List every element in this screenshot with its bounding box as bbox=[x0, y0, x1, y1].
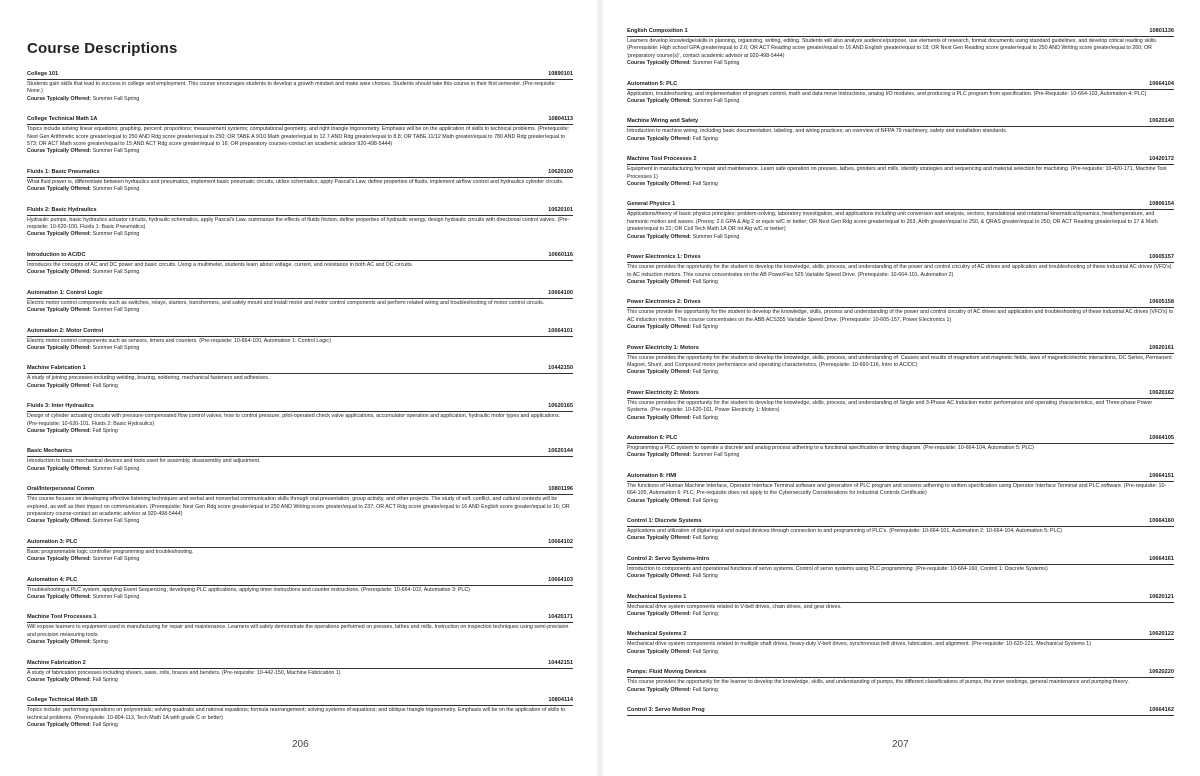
offered-label: Course Typically Offered: bbox=[27, 231, 92, 238]
course-description: Electric motor control components such as switches, relays, starters, transformers, and safely mount and install motor and motor control components and perform related wiring and troubleshooting of motor control circuits. bbox=[27, 299, 545, 306]
course-entry bbox=[627, 707, 1174, 716]
course-header bbox=[27, 697, 573, 706]
course-description: Students gain skills that lead to success in college and employment. This course encourages students to develop a growth mindset and make wise choices. Students should take this course in their first semester. (Pre-requisite: None.) bbox=[27, 81, 556, 95]
offered-terms: Fall Spring bbox=[692, 535, 718, 542]
course-code: 10801136 bbox=[1149, 28, 1174, 34]
course-description: This course provides the opportunity for the student to develop the knowledge, skills, process, and understanding of Single and 3-Phase AC Induction motor performance and operating characteristics, and Three-phase Power Systems. (Pre-requisite: 10-620-161, Power Electricity 1: Motors) bbox=[627, 399, 1153, 414]
course-name: Fluids 3: Inter Hydraulics bbox=[27, 403, 94, 410]
course-offered-line bbox=[27, 556, 573, 563]
offered-label: Course Typically Offered: bbox=[27, 518, 92, 525]
course-name: Automation 4: PLC bbox=[27, 576, 78, 583]
course-entry bbox=[627, 81, 1174, 106]
course-description: Mechanical drive system components related to multiple shaft drives, heavy-duty V-belt drives, synchronous belt drives, lubrication, and alignment. (Pre-requisite: 10-620-121, Mechanical Systems 1) bbox=[627, 641, 1091, 648]
offered-terms: Summer Fall Spring bbox=[692, 452, 740, 459]
course-header bbox=[627, 201, 1174, 210]
course-offered-line bbox=[27, 269, 573, 276]
offered-label: Course Typically Offered: bbox=[627, 535, 692, 542]
course-header bbox=[627, 518, 1174, 527]
course-header bbox=[627, 156, 1174, 165]
course-code: 10804114 bbox=[548, 697, 573, 704]
offered-terms: Fall Spring bbox=[692, 497, 718, 504]
offered-terms: Fall Spring bbox=[92, 427, 118, 434]
course-entry bbox=[27, 403, 573, 435]
course-name: General Physics 1 bbox=[627, 201, 676, 208]
course-offered-line bbox=[627, 324, 1174, 331]
course-header bbox=[27, 660, 573, 669]
offered-label: Course Typically Offered: bbox=[627, 611, 692, 618]
course-header bbox=[27, 71, 573, 80]
course-code: 10420171 bbox=[548, 614, 573, 621]
course-code: 10605158 bbox=[1149, 299, 1174, 306]
course-description: This course provides the opportunity for the student to develop the knowledge, skills, process, and understanding of the power and control circuitry of AC drives and application and troubleshooting of these industrial AC drives (VFD's) to AC induction motors. This course concentrates on the AB PowerFlex 525 Variable Speed Drive. (Prerequisite: 10-664-101, Automation 2) bbox=[627, 264, 1172, 278]
course-name: Machine Tool Processes 2 bbox=[627, 156, 697, 163]
course-code: 10620140 bbox=[1149, 118, 1174, 125]
course-description: This course provides the opportunity for the student to develop the knowledge, skills, process, and understanding of: Causes and results of magnetism and magnetic fields, laws of magnetic/electric interactions, DC Series, Permanent Magnet, Shunt, and Compound motor performance and operating characteristics. (Prerequisite: 10-660-116, Intro to AC/DC) bbox=[627, 354, 1172, 368]
course-code: 10620165 bbox=[548, 403, 573, 410]
course-description: A study of joining processes including welding, brazing, soldering, mechanical fasteners and adhesives. bbox=[27, 375, 270, 382]
offered-label: Course Typically Offered: bbox=[627, 648, 692, 655]
course-offered-line bbox=[27, 428, 573, 435]
offered-label: Course Typically Offered: bbox=[627, 452, 692, 459]
offered-label: Course Typically Offered: bbox=[627, 414, 692, 421]
course-description: What fluid power is, differentiate between hydraulics and pneumatics, implement basic pneumatic circuits, utilize schematics, apply Pascal's Law, define properties of fluids, implement airflow control and hydraulics cylinder circuits. bbox=[27, 178, 564, 185]
offered-terms: Fall Spring bbox=[692, 648, 718, 655]
course-code: 10442151 bbox=[548, 659, 573, 666]
course-header bbox=[627, 299, 1174, 308]
course-header bbox=[627, 390, 1174, 399]
page-number-left: 206 bbox=[292, 739, 309, 750]
offered-label: Course Typically Offered: bbox=[27, 186, 92, 193]
course-offered-line bbox=[627, 452, 1174, 459]
course-offered-line bbox=[27, 186, 573, 193]
course-offered-line bbox=[27, 518, 573, 525]
course-entry bbox=[627, 156, 1174, 188]
course-header bbox=[627, 435, 1174, 444]
course-name: Automation 3: PLC bbox=[27, 538, 78, 545]
course-code: 10605157 bbox=[1149, 254, 1174, 261]
course-entry bbox=[627, 201, 1174, 241]
course-name: College 101 bbox=[27, 71, 59, 77]
offered-label: Course Typically Offered: bbox=[627, 60, 692, 67]
course-offered-line bbox=[627, 234, 1174, 241]
course-code: 10664103 bbox=[548, 576, 573, 583]
offered-terms: Summer Fall Spring bbox=[692, 60, 740, 67]
course-description: Electric motor control components such as sensors, timers and counters. (Pre-requisite: 10-664-100, Automation 1: Control Logic) bbox=[27, 337, 331, 344]
course-offered-line bbox=[27, 594, 573, 601]
offered-label: Course Typically Offered: bbox=[27, 148, 92, 155]
course-name: Automation 6: PLC bbox=[627, 434, 678, 441]
course-description: This course provides the opportunity for the learner to develop the knowledge, skills, and understanding of pumps, the different classifications of pumps, the inner workings, general maintenance and pumping theory. bbox=[627, 679, 1129, 686]
course-name: Machine Wiring and Safety bbox=[627, 118, 699, 125]
course-header bbox=[27, 169, 573, 178]
course-offered-line bbox=[627, 573, 1174, 580]
course-entry bbox=[27, 697, 573, 729]
offered-terms: Spring bbox=[92, 639, 108, 646]
course-header bbox=[27, 290, 573, 299]
course-header bbox=[627, 669, 1174, 678]
course-description: Equipment in manufacturing for repair and maintenance. Learn safe operation on presses, lathes, grinders and mills. Identify strategies and sequencing and material selection for machining. (Pre-requisite: 10-420-171, Machine Tool Processes 1) bbox=[627, 166, 1167, 180]
course-description: Application, troubleshooting, and implementation of program control, math and data move instructions, analog I/O modules, and producing a PLC program from specification. (Pre-Requisite: 10-664-103, Automation 4: PLC) bbox=[627, 90, 1147, 97]
course-name: Mechanical Systems 1 bbox=[627, 593, 687, 600]
course-offered-line bbox=[27, 307, 573, 314]
course-code: 10801196 bbox=[548, 486, 573, 493]
course-header bbox=[627, 345, 1174, 354]
course-code: 10620100 bbox=[548, 168, 573, 175]
course-description: Hydraulic pumps, basic hydraulics actuator circuits, hydraulic schematics, apply Pascal's Law, summarize the effects of fluids friction, define properties of hydraulic energy, design hydraulic circuits with directional control valves. (Pre-requisite: 10-620-100, Fluids 1: Basic Pneumatics) bbox=[27, 216, 570, 231]
course-name: Power Electronics 2: Drives bbox=[627, 299, 701, 306]
course-offered-line bbox=[627, 535, 1174, 542]
offered-label: Course Typically Offered: bbox=[627, 135, 692, 142]
offered-label: Course Typically Offered: bbox=[27, 269, 92, 276]
course-offered-line bbox=[627, 498, 1174, 505]
offered-label: Course Typically Offered: bbox=[27, 639, 92, 646]
course-description: A study of fabrication processes including shears, saws, rolls, braces and benders. (Pre-requisite: 10-442-150, Machine Fabrication 1) bbox=[27, 669, 341, 676]
course-entry bbox=[27, 365, 573, 390]
course-entry bbox=[27, 448, 573, 473]
course-entry bbox=[27, 328, 573, 353]
offered-terms: Summer Fall Spring bbox=[92, 307, 140, 314]
course-name: Fluids 1: Basic Pneumatics bbox=[27, 168, 100, 175]
course-offered-line bbox=[27, 677, 573, 684]
course-name: Basic Mechanics bbox=[27, 448, 73, 455]
offered-terms: Summer Fall Spring bbox=[92, 231, 140, 238]
course-entry bbox=[627, 518, 1174, 543]
course-description: Applications/theory of basic physics principles: problem-solving, laboratory investigation, and applications including unit conversion and analysis, vectors, translational and rotational kinematics/dynamics, heat/temperature, and harmonic motion and waves. (Prereq: 2.6 GPA & Alg 2 or equiv w/C or better; OR Next Gen Rdg score greater/equal to 263, Arith greater/equal to 250, & QRAS greater/equal to 250; OR ACT Reading greater/equal to 17 & Math greater/equal to 21; OR Coll Tech Math 1A OR Int Alg w/C or better) bbox=[627, 211, 1158, 233]
course-code: 10664162 bbox=[1149, 707, 1174, 714]
course-entry bbox=[27, 486, 573, 526]
course-offered-line bbox=[627, 611, 1174, 618]
offered-label: Course Typically Offered: bbox=[27, 344, 92, 351]
course-header bbox=[27, 328, 573, 337]
course-description: Introduction to basic mechanical devices and tools used for assembly, disassembly and adjustment. bbox=[27, 458, 261, 465]
course-description: Applications and utilization of digital input and output devices through connection to and programming of PLC's. (Prerequisite: 10-664-101, Automation 2; 10-664-104, Automation 5: PLC) bbox=[627, 528, 1063, 534]
course-code: 10620122 bbox=[1149, 631, 1174, 638]
course-description: Introduces the concepts of AC and DC power and basic circuits. Using a multimeter, students learn about voltage, current, and resistance in both AC and DC circuits. bbox=[27, 261, 413, 268]
offered-label: Course Typically Offered: bbox=[627, 497, 692, 504]
course-name: Automation 2: Motor Control bbox=[27, 327, 104, 334]
offered-terms: Summer Fall Spring bbox=[92, 269, 140, 276]
course-entry bbox=[627, 28, 1174, 68]
course-offered-line bbox=[27, 96, 573, 103]
course-code: 10620144 bbox=[548, 448, 573, 455]
course-description: Topics include solving linear equations; graphing, percent; proportions; measurement systems; computational geometry, and right triangle trigonometry. Emphasis will be on the application of skills to technical problems. (Prerequisite: Next Gen Arithmetic score greater/equal to 250 AND Rdg score greater/equal to 250; OR TABE A 9/10 Math greater/equal to 12.7 AND Rdg greater/equal to 8.8; OR TABE 11/12 Math greater/equal to 780 AND Rdg greater/equal to 573; OR ACT Math score greater/equal to 15 AND ACT Rdg score greater/equal to 16; OR preparatory courses-contact an academic advisor 920-498-5444) bbox=[27, 126, 570, 148]
course-entry bbox=[27, 614, 573, 646]
course-offered-line bbox=[27, 639, 573, 646]
course-code: 10804113 bbox=[548, 116, 573, 123]
course-code: 10664100 bbox=[548, 289, 573, 296]
offered-terms: Summer Fall Spring bbox=[92, 518, 140, 525]
course-name: Automation 5: PLC bbox=[627, 80, 678, 87]
offered-label: Course Typically Offered: bbox=[627, 181, 692, 188]
course-entry bbox=[27, 290, 573, 315]
course-name: English Composition 1 bbox=[627, 28, 688, 34]
course-entry bbox=[627, 299, 1174, 331]
course-name: Pumps: Fluid Moving Devices bbox=[627, 669, 707, 676]
course-code: 10620121 bbox=[1149, 593, 1174, 600]
offered-label: Course Typically Offered: bbox=[27, 307, 92, 314]
course-entry bbox=[627, 669, 1174, 694]
offered-terms: Fall Spring bbox=[692, 181, 718, 188]
offered-label: Course Typically Offered: bbox=[27, 382, 92, 389]
offered-label: Course Typically Offered: bbox=[27, 465, 92, 472]
offered-terms: Fall Spring bbox=[92, 677, 118, 684]
offered-terms: Summer Fall Spring bbox=[92, 594, 140, 600]
offered-terms: Summer Fall Spring bbox=[692, 98, 740, 105]
course-name: Machine Tool Processes 1 bbox=[27, 614, 97, 621]
course-entry bbox=[627, 594, 1174, 619]
course-offered-line bbox=[27, 722, 573, 729]
offered-label: Course Typically Offered: bbox=[627, 98, 692, 105]
course-offered-line bbox=[627, 369, 1174, 376]
course-code: 10664160 bbox=[1149, 518, 1174, 524]
course-entry bbox=[627, 118, 1174, 143]
course-name: Mechanical Systems 2 bbox=[627, 631, 687, 638]
course-entry bbox=[627, 631, 1174, 656]
course-name: Machine Fabrication 2 bbox=[27, 659, 86, 666]
course-code: 10664161 bbox=[1149, 555, 1174, 562]
course-offered-line bbox=[27, 345, 573, 352]
course-header bbox=[27, 577, 573, 586]
course-entry bbox=[27, 539, 573, 564]
course-entry bbox=[27, 169, 573, 194]
course-header bbox=[627, 556, 1174, 565]
course-offered-line bbox=[627, 181, 1174, 188]
offered-label: Course Typically Offered: bbox=[27, 427, 92, 434]
course-offered-line bbox=[627, 687, 1174, 694]
course-header bbox=[27, 403, 573, 412]
course-code: 10664104 bbox=[1149, 80, 1174, 87]
course-description: Basic programmable logic controller programming and troubleshooting. bbox=[27, 548, 194, 555]
offered-terms: Fall Spring bbox=[692, 369, 718, 376]
offered-terms: Fall Spring bbox=[692, 135, 718, 142]
course-name: College Technical Math 1B bbox=[27, 697, 98, 704]
course-offered-line bbox=[27, 466, 573, 473]
course-header bbox=[27, 486, 573, 495]
offered-terms: Fall Spring bbox=[692, 414, 718, 421]
offered-terms: Fall Spring bbox=[692, 573, 718, 580]
course-header bbox=[27, 116, 573, 125]
offered-terms: Summer Fall Spring bbox=[92, 186, 140, 193]
course-offered-line bbox=[627, 60, 1174, 67]
offered-terms: Fall Spring bbox=[692, 686, 718, 693]
course-code: 10664151 bbox=[1149, 472, 1174, 479]
course-header bbox=[27, 207, 573, 216]
course-entry bbox=[627, 435, 1174, 460]
course-entry bbox=[627, 473, 1174, 505]
course-name: Control 2: Servo Systems-Intro bbox=[627, 555, 710, 562]
course-description: The functions of Human Machine Interface, Operator Interface Terminal software and generation of PLC program and screens adhering to written specification using Operator Interface Terminal and PLC software. (Pre-requisite: 10-664-105, Automation 6: PLC; Pre-requisite does not apply to the Cybersecurity Considerations for Industrial Controls Certificate) bbox=[627, 482, 1167, 497]
course-offered-line bbox=[27, 148, 573, 155]
course-header bbox=[627, 81, 1174, 90]
course-header bbox=[27, 448, 573, 457]
course-header bbox=[627, 707, 1174, 716]
course-code: 10620162 bbox=[1149, 389, 1174, 396]
course-description: Learners develop knowledge/skills in planning, organizing, writing, editing. Students will also analyze audience/purpose, use elements of research, format documents using standard guidelines, and develop critical reading skills. (Prerequisite: High school GPA greater/equal to 2.6; OR ACT Reading score greater/equal to 16 AND English greater/equal to 18; OR Next Gen Reading score greater/equal to 250 AND Writing score greater/equal to 260; OR 'preparatory course(s)', contact academic advisor at 920-498-5444) bbox=[627, 38, 1158, 59]
course-code: 10660116 bbox=[548, 251, 573, 258]
course-header bbox=[627, 594, 1174, 603]
offered-label: Course Typically Offered: bbox=[27, 95, 92, 102]
offered-terms: Summer Fall Spring bbox=[92, 95, 140, 102]
course-entry bbox=[627, 254, 1174, 286]
offered-label: Course Typically Offered: bbox=[627, 686, 692, 693]
offered-label: Course Typically Offered: bbox=[627, 278, 692, 285]
course-code: 10890101 bbox=[548, 71, 573, 77]
offered-label: Course Typically Offered: bbox=[627, 324, 692, 331]
course-entry bbox=[627, 390, 1174, 422]
left-course-list bbox=[27, 71, 573, 730]
course-offered-line bbox=[627, 415, 1174, 422]
right-page bbox=[600, 0, 1200, 776]
course-name: Power Electricity 2: Motors bbox=[627, 389, 699, 396]
course-name: Automation 1: Control Logic bbox=[27, 289, 103, 296]
course-name: Power Electricity 1: Motors bbox=[627, 344, 699, 351]
course-name: Machine Fabrication 1 bbox=[27, 365, 86, 372]
course-description: Design of cylinder actuating circuits with pressure-compensated flow control valves, how to control pressure, pilot-operated check valve applications, accumulator operation and application, hydraulic motor types and applications. (Pre-requisite: 10-620-101, Fluids 2: Basic Hydraulics) bbox=[27, 413, 561, 427]
offered-terms: Fall Spring bbox=[692, 611, 718, 618]
offered-label: Course Typically Offered: bbox=[27, 556, 92, 563]
course-header bbox=[627, 473, 1174, 482]
course-code: 10620101 bbox=[548, 206, 573, 213]
page-number-right: 207 bbox=[892, 739, 909, 750]
course-description: Will expose learners to equipment used in manufacturing for repair and maintenance. Learners will safely demonstrate the operations performed on presses, lathes and mills. Instruction on inspection techniques using semi-precision and precision measuring tools. bbox=[27, 624, 569, 638]
course-code: 10664105 bbox=[1149, 434, 1174, 441]
course-header bbox=[627, 118, 1174, 127]
course-header bbox=[27, 365, 573, 374]
course-offered-line bbox=[627, 136, 1174, 143]
offered-label: Course Typically Offered: bbox=[27, 594, 92, 600]
course-description: Introduction to components and operational functions of servo systems. Control of servo systems using PLC programming. (Pre-requisite: 10-664-160, Control 1: Discrete Systems) bbox=[627, 565, 1048, 572]
course-offered-line bbox=[627, 98, 1174, 105]
course-description: This course focuses on developing effective listening techniques and verbal and nonverbal communication skills through oral presentation, group activity, and other projects. The study of self, conflict, and cultural contexts will be explored, as well as their impact on communication. (Prerequisite: Next Gen Rdg score greater/equal to 250 AND Writing score greater/equal to 237; OR ACT Rdg score greater/equal to 16 AND English score greater/equal to 16; OR preparatory course-contact an academic advisor at 920-498-5444) bbox=[27, 496, 570, 517]
offered-terms: Summer Fall Spring bbox=[92, 344, 140, 351]
course-entry bbox=[27, 577, 573, 602]
course-entry bbox=[627, 345, 1174, 377]
course-code: 10806154 bbox=[1149, 201, 1174, 208]
course-offered-line bbox=[627, 649, 1174, 656]
course-header bbox=[27, 614, 573, 623]
course-entry bbox=[27, 207, 573, 239]
course-name: Control 3: Servo Motion Prog bbox=[627, 707, 705, 714]
course-offered-line bbox=[627, 279, 1174, 286]
offered-terms: Fall Spring bbox=[692, 324, 718, 331]
offered-label: Course Typically Offered: bbox=[627, 233, 692, 240]
course-code: 10620161 bbox=[1149, 344, 1174, 351]
course-offered-line bbox=[27, 231, 573, 238]
course-code: 10420172 bbox=[1149, 156, 1174, 163]
course-header bbox=[27, 539, 573, 548]
course-name: Oral/Interpersonal Comm bbox=[27, 486, 95, 493]
course-code: 10664101 bbox=[548, 327, 573, 334]
offered-terms: Fall Spring bbox=[92, 382, 118, 389]
offered-terms: Summer Fall Spring bbox=[92, 556, 140, 563]
course-description: This course provide the opportunity for the student to develop the knowledge, skills, process and understanding of the power and control circuitry of AC drives and application and troubleshooting of these industrial AC drives (VFD's) to AC induction motors. This course concentrates on the ABB ACS355 Variable Speed Drive. (Prerequisite: 10-605-157, Power Electronics 1) bbox=[627, 309, 1174, 323]
course-name: Introduction to AC/DC bbox=[27, 251, 86, 258]
course-code: 10664102 bbox=[548, 538, 573, 545]
course-entry bbox=[627, 556, 1174, 581]
offered-label: Course Typically Offered: bbox=[27, 722, 92, 729]
page-title: Course Descriptions bbox=[27, 40, 178, 57]
course-header bbox=[627, 631, 1174, 640]
course-offered-line bbox=[27, 383, 573, 390]
course-header bbox=[627, 254, 1174, 263]
offered-terms: Fall Spring bbox=[92, 722, 118, 729]
offered-terms: Fall Spring bbox=[692, 278, 718, 285]
course-description: Mechanical drive system components related to V-belt drives, chain drives, and gear drives. bbox=[627, 603, 842, 610]
course-description: Programming a PLC system to operate a discrete and analog process adhering to a functional specification or timing diagram. (Pre-requisite: 10-664-104, Automation 5: PLC) bbox=[627, 444, 1034, 451]
course-header bbox=[627, 28, 1174, 37]
course-name: Power Electronics 1: Drives bbox=[627, 254, 701, 261]
course-description: Troubleshooting a PLC system, applying Event Sequencing, developing PLC applications, applying timer instructions and counter instructions. (Prerequisite: 10-664-102, Automation 3: PLC) bbox=[27, 586, 470, 593]
course-name: Automation 8: HMI bbox=[627, 472, 677, 479]
course-name: Fluids 2: Basic Hydraulics bbox=[27, 206, 97, 213]
course-name: Control 1: Discrete Systems bbox=[627, 518, 702, 524]
course-description: Introduction to machine wiring, including basic documentation, labeling, and wiring practices; an overview of NFPA 79 machinery, safety and installation standards. bbox=[627, 128, 1008, 135]
course-entry bbox=[27, 116, 573, 156]
course-entry bbox=[27, 660, 573, 685]
course-description: Topics include: performing operations on polynomials; solving quadratic and rational equations; formula rearrangement; solving systems of equations; and oblique triangle trigonometry. Emphasis will be on the application of skills to technical problems. (Prerequisite: 10-804-113, Tech Math 1A with grade C or better) bbox=[27, 707, 566, 721]
right-course-list bbox=[627, 28, 1174, 716]
offered-terms: Summer Fall Spring bbox=[92, 465, 140, 472]
course-entry bbox=[27, 252, 573, 277]
course-header bbox=[27, 252, 573, 261]
offered-terms: Summer Fall Spring bbox=[692, 233, 740, 240]
offered-label: Course Typically Offered: bbox=[627, 369, 692, 376]
offered-label: Course Typically Offered: bbox=[627, 573, 692, 580]
offered-label: Course Typically Offered: bbox=[27, 677, 92, 684]
course-code: 10442150 bbox=[548, 365, 573, 372]
course-entry bbox=[27, 71, 573, 103]
course-code: 10620220 bbox=[1149, 669, 1174, 676]
offered-terms: Summer Fall Spring bbox=[92, 148, 140, 155]
course-name: College Technical Math 1A bbox=[27, 116, 98, 123]
